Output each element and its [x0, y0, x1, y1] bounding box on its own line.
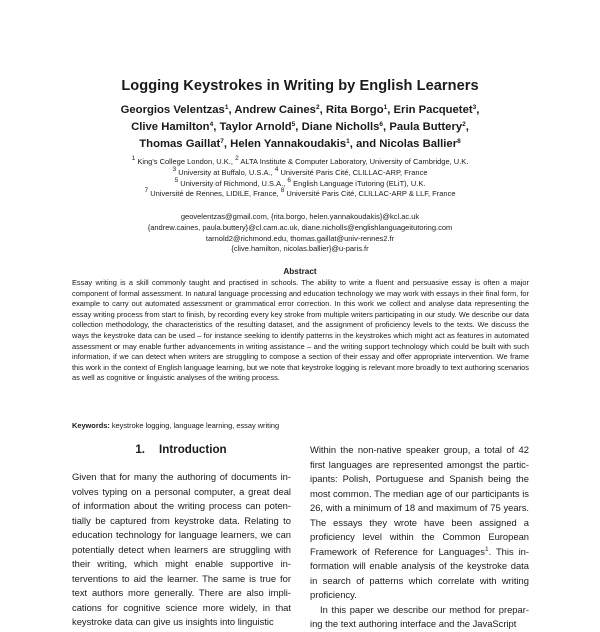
author-affiliation-mark: 1 — [346, 138, 350, 145]
author-name: Andrew Caines — [234, 104, 316, 116]
affiliation-text: ALTA Institute & Computer Laboratory, University of Cambridge, U.K. — [240, 157, 469, 166]
paragraph-text: . This information will enable analysis of the keystroke data in search of patterns which correlate with writing proficiency. — [310, 545, 529, 600]
author-name: Georgios Velentzas — [120, 104, 225, 116]
keywords-label: Keywords: — [72, 421, 110, 430]
affiliation-number: 3 — [172, 165, 177, 173]
author-affiliation-mark: 7 — [220, 138, 224, 145]
author-name: Thomas Gaillat — [139, 138, 221, 150]
author-affiliation-mark: 8 — [457, 138, 461, 145]
affiliation-number: 8 — [280, 187, 285, 195]
author-affiliation-mark: 5 — [291, 121, 296, 128]
section-title: Introduction — [159, 443, 227, 456]
author-affiliation-mark: 1 — [224, 104, 229, 111]
paragraph — [310, 443, 529, 603]
affiliation-line — [0, 165, 600, 179]
email-line: geovelentzas@gmail.com, {rita.borgo, helen.yannakoudakis}@kcl.ac.uk — [180, 212, 420, 221]
author-name: Nicolas Ballier — [379, 138, 458, 150]
author-line-3: Thomas Gaillat$^7$, Helen Yannakoudakis$^1$, and Nicolas Ballier$^8$ — [139, 138, 461, 150]
affiliation-number: 1 — [131, 155, 136, 162]
keywords-text: keystroke logging, language learning, essay writing — [111, 421, 280, 430]
footnote-mark: 1 — [484, 545, 489, 553]
author-affiliation-mark: 6 — [379, 121, 384, 128]
author-name: Diane Nicholls — [301, 121, 380, 133]
affiliation-number: 6 — [287, 176, 292, 184]
author-affiliation-mark: 4 — [209, 121, 214, 128]
affiliation-list — [0, 157, 600, 200]
author-list — [0, 102, 600, 153]
author-affiliation-mark: 3 — [472, 104, 477, 111]
author-affiliation-mark: 2 — [462, 121, 466, 128]
paragraph: Given that for many the authoring of documents involves typing on a personal computer, a great deal of information about the writing process can potentially be captured from keystroke data. Relating to education technology for language learners, we can potentially detect when learners are struggling with their writing, which might enable supportive interventions to aid the learner. The same is true for text authors more generally. There are also implications for cognitive science more widely, in that keystroke data can give us insights into linguistic — [72, 471, 291, 627]
email-line: tarnold2@richmond.edu, thomas.gaillat@univ-rennes2.fr — [205, 233, 395, 243]
paragraph: In this paper we describe our method for preparing the text authoring interface and the JavaScript — [310, 603, 529, 629]
author-line-1: Georgios Velentzas$^1$, Andrew Caines$^2$, Rita Borgo$^1$, Erin Pacquetet$^3$, — [120, 104, 480, 116]
affiliation-text: English Language iTutoring (ELiT), U.K. — [293, 178, 426, 188]
author-name: Taylor Arnold — [219, 121, 292, 133]
author-name: Paula Buttery — [389, 121, 463, 133]
affiliation-number: 5 — [174, 176, 179, 184]
affiliation-text: Université Paris Cité, CLILLAC-ARP, France — [280, 167, 428, 177]
author-affiliation-mark: 1 — [383, 104, 388, 111]
left-column — [72, 470, 291, 630]
email-line: {clive.hamilton, nicolas.ballier}@u-paris.fr — [231, 244, 369, 254]
affiliation-number: 7 — [144, 187, 149, 195]
section-number: 1. — [135, 443, 146, 456]
author-name: Clive Hamilton — [131, 121, 210, 133]
affiliation-line — [0, 157, 600, 168]
abstract-heading: Abstract — [283, 267, 317, 276]
paragraph-text: Within the non-native speaker group, a total of 42 first languages are represented amongst the participants: Polish, Portuguese and Spanish being the most common. The median age of our participants is 26, with a minimum of 18 and maximum of 75 years. The essays they wrote have been assigned a proficiency level within the Common European Framework of Reference for Languages — [310, 444, 529, 557]
affiliation-line — [0, 189, 600, 200]
affiliation-text: University at Buffalo, U.S.A., — [178, 167, 273, 177]
email-list — [0, 212, 600, 255]
section-heading-introduction — [72, 443, 290, 456]
right-column — [310, 443, 529, 632]
author-name: Erin Pacquetet — [393, 104, 473, 116]
affiliation-text: King's College London, U.K., — [137, 157, 233, 166]
paper-title: Logging Keystrokes in Writing by English Learners — [121, 78, 479, 94]
affiliation-line — [0, 176, 600, 190]
affiliation-text: Université Paris Cité, CLILLAC-ARP & LLF, France — [286, 189, 456, 199]
affiliation-number: 4 — [274, 165, 279, 173]
author-name: Helen Yannakoudakis — [230, 138, 347, 150]
affiliation-text: University of Richmond, U.S.A., — [180, 178, 286, 188]
abstract-body: Essay writing is a skill commonly taught and practised in schools. The ability to write a fluent and persuasive essay is often a major component of formal assessment. In natural language processing and education technology we may work with essays in their final form, for example to carry out automated assessment or grammatical error correction. In this work we collect and analyse data representing the essay writing process from start to finish, by recording every key stroke from multiple writers participating in our study. We describe our data collection methodology, the characteristics of the resulting dataset, and the assignment of proficiency levels to the texts. We discuss the ways the keystroke data can be used – for instance seeking to identify patterns in the keystrokes which might act as features in automated assessment or may enable further advancements in writing assistance – and the writing support technology which could be built with such information, if we can detect when writers are struggling to compose a section of their essay and offer appropriate intervention. We frame this work in the context of English language learning, but we note that keystroke logging is relevant more broadly to text authoring scenarios as well as cognitive or linguistic analyses of the writing process. — [72, 278, 529, 383]
author-conjunction: and — [356, 138, 377, 150]
author-name: Rita Borgo — [325, 104, 384, 116]
affiliation-number: 2 — [235, 155, 239, 162]
affiliation-text: Université de Rennes, LIDILE, France, — [150, 189, 279, 199]
author-line-2: Clive Hamilton$^4$, Taylor Arnold$^5$, Diane Nicholls$^6$, Paula Buttery$^2$, — [131, 121, 469, 133]
email-line: {andrew.caines, paula.buttery}@cl.cam.ac.uk, diane.nicholls@englishlanguageitutoring.com — [147, 222, 453, 232]
author-affiliation-mark: 2 — [315, 104, 320, 111]
keywords — [72, 421, 529, 430]
